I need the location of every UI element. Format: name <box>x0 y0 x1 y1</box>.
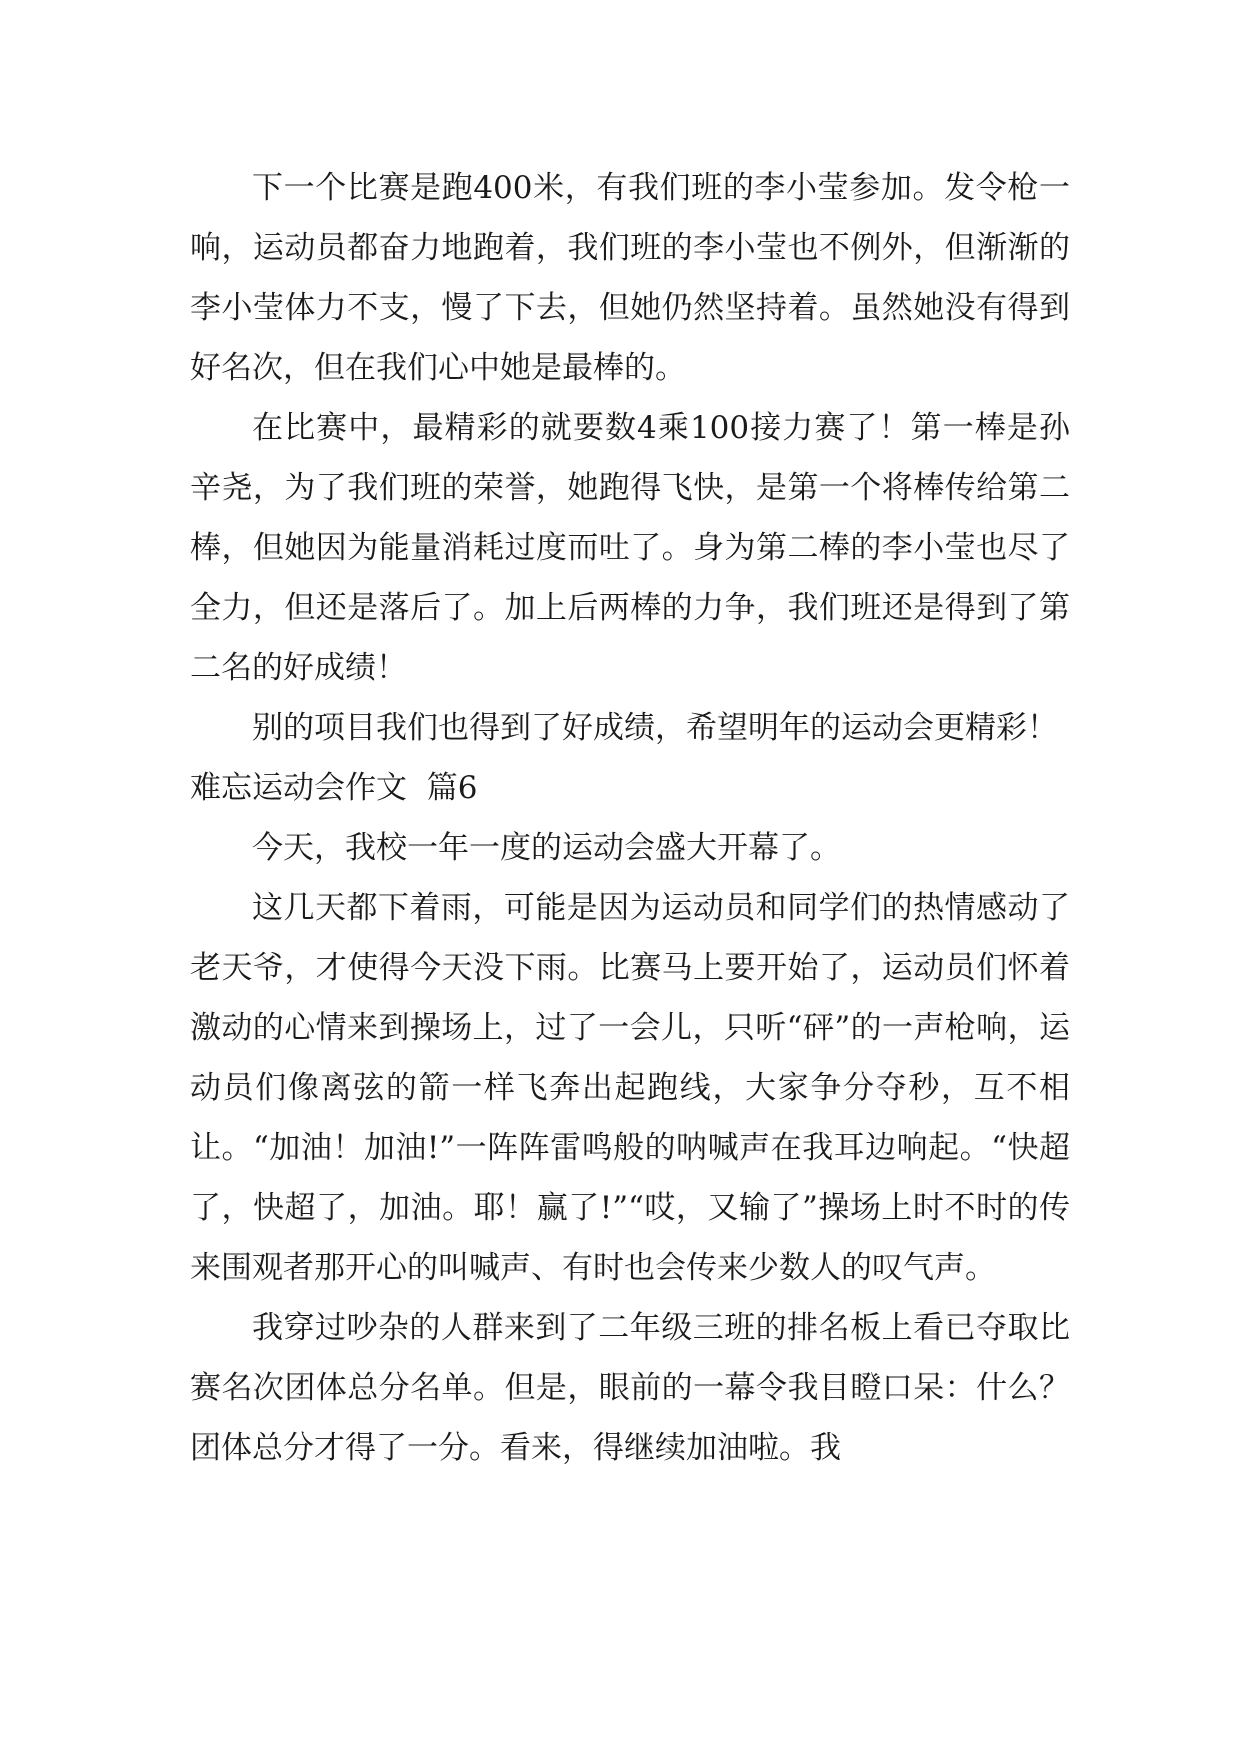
paragraph-opening: 今天，我校一年一度的运动会盛大开幕了。 <box>252 830 841 866</box>
paragraph-scoreboard: 我穿过吵杂的人群来到了二年级三班的排名板上看已夺取比赛名次团体总分名单。但是，眼前的一幕令我目瞪口呆：什么？团体总分才得了一分。看来，得继续加油啦。我 <box>190 1310 1070 1466</box>
paragraph-relay-race: 在比赛中，最精彩的就要数4乘100接力赛了！第一棒是孙辛尧，为了我们班的荣誉，她跑得飞快，是第一个将棒传给第二棒，但她因为能量消耗过度而吐了。身为第二棒的李小莹也尽了全力，但还是落后了。加上后两棒的力争，我们班还是得到了第二名的好成绩！ <box>190 410 1070 686</box>
section-heading: 难忘运动会作文 篇6 <box>190 770 478 806</box>
document-body <box>190 158 1070 1478</box>
paragraph-400m-race: 下一个比赛是跑400米，有我们班的李小莹参加。发令枪一响，运动员都奋力地跑着，我们班的李小莹也不例外，但渐渐的李小莹体力不支，慢了下去，但她仍然坚持着。虽然她没有得到好名次，但在我们心中她是最棒的。 <box>190 170 1070 386</box>
paragraph-other-events: 别的项目我们也得到了好成绩，希望明年的运动会更精彩！ <box>252 710 1058 746</box>
paragraph-weather-and-race: 这几天都下着雨，可能是因为运动员和同学们的热情感动了老天爷，才使得今天没下雨。比赛马上要开始了，运动员们怀着激动的心情来到操场上，过了一会儿，只听“砰”的一声枪响，运动员们像离弦的箭一样飞奔出起跑线，大家争分夺秒，互不相让。“加油！加油!”一阵阵雷鸣般的呐喊声在我耳边响起。“快超了，快超了，加油。耶！赢了!”“哎，又输了”操场上时不时的传来围观者那开心的叫喊声、有时也会传来少数人的叹气声。 <box>190 890 1070 1286</box>
